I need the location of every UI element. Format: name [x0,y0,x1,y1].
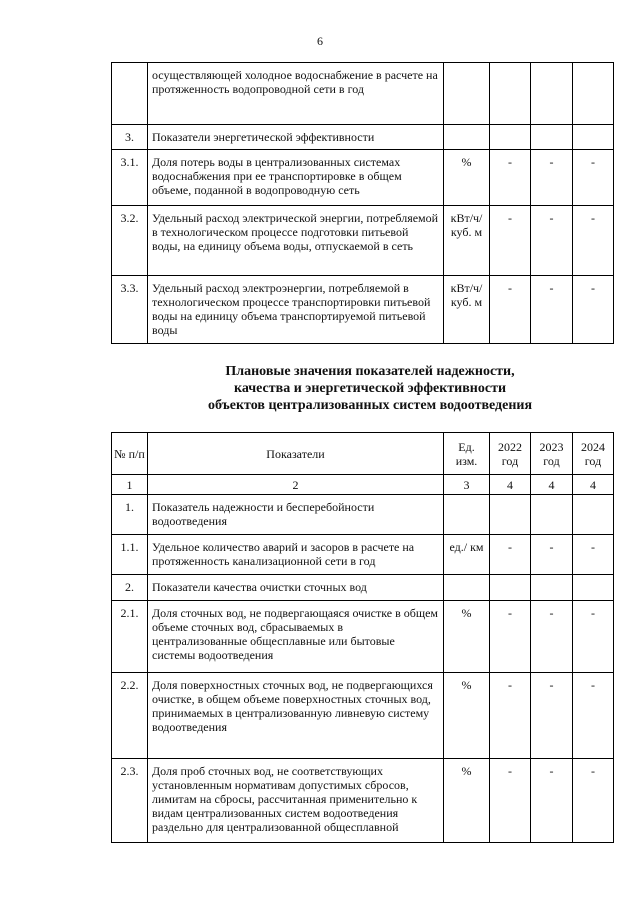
header-year-2023: 2023 год [531,433,573,475]
indicator-text: Доля потерь воды в централизованных системах водоснабжения при ее транспортировке в общем объеме, поданной в водопроводную сеть [148,150,444,206]
heading-line: Плановые значения показателей надежности, [225,364,515,379]
table-row [112,125,614,150]
section-heading [150,363,590,414]
row-number [112,63,148,125]
column-index-row [112,475,614,495]
page-number: 6 [317,34,323,48]
unit-cell: кВт/ч/ куб. м [444,276,490,344]
row-number: 2.1. [112,601,148,673]
value-2024: - [573,276,614,344]
indicator-text: Удельный расход электрической энергии, потребляемой в технологическом процессе подготовки питьевой воды, на единицу объема воды, отпускаемой в сеть [148,206,444,276]
unit-cell [444,575,490,601]
value-2022: - [490,150,531,206]
table-row [112,759,614,843]
value-2022 [490,125,531,150]
value-2022 [490,575,531,601]
value-2023 [531,495,573,535]
unit-cell [444,125,490,150]
value-2024: - [573,673,614,759]
indicator-text: Доля проб сточных вод, не соответствующих установленным нормативам допустимых сбросов, лимитам на сбросы, рассчитанная применительно к видам централизованных систем водоотведения раздельно для централизованной общесплавной [148,759,444,843]
value-2022 [490,495,531,535]
value-2023: - [531,206,573,276]
heading-line: качества и энергетической эффективности [233,381,507,396]
value-2022: - [490,673,531,759]
row-number: 2.2. [112,673,148,759]
indicator-text: Доля поверхностных сточных вод, не подвергающихся очистке, в общем объеме поверхностных сточных вод, принимаемых в централизованную ливневую систему водоотведения [148,673,444,759]
row-number: 3. [112,125,148,150]
table-row [112,575,614,601]
value-2023 [531,63,573,125]
value-2023: - [531,601,573,673]
unit-cell: ед./ км [444,535,490,575]
row-number: 3.1. [112,150,148,206]
column-index: 2 [148,475,444,495]
row-number: 2. [112,575,148,601]
heading-line: объектов централизованных систем водоотведения [207,398,533,413]
unit-cell: % [444,759,490,843]
value-2023: - [531,535,573,575]
value-2024 [573,495,614,535]
value-2022: - [490,535,531,575]
value-2024 [573,575,614,601]
row-number: 1.1. [112,535,148,575]
value-2023: - [531,150,573,206]
value-2023 [531,125,573,150]
value-2024: - [573,150,614,206]
column-index: 4 [490,475,531,495]
table-row [112,63,614,125]
unit-cell: кВт/ч/ куб. м [444,206,490,276]
value-2023: - [531,673,573,759]
header-number: № п/п [112,433,148,475]
unit-cell: % [444,601,490,673]
table-row [112,206,614,276]
indicator-text: Показатели качества очистки сточных вод [148,575,444,601]
value-2024: - [573,535,614,575]
unit-cell [444,63,490,125]
row-number: 2.3. [112,759,148,843]
header-year-2022: 2022 год [490,433,531,475]
header-indicator: Показатели [148,433,444,475]
indicator-text: осуществляющей холодное водоснабжение в расчете на протяженность водопроводной сети в год [148,63,444,125]
unit-cell [444,495,490,535]
unit-cell: % [444,673,490,759]
table-row [112,150,614,206]
indicator-text: Показатели энергетической эффективности [148,125,444,150]
value-2022: - [490,206,531,276]
table-row [112,276,614,344]
row-number: 3.2. [112,206,148,276]
value-2024: - [573,601,614,673]
value-2024 [573,125,614,150]
header-unit: Ед. изм. [444,433,490,475]
row-number: 1. [112,495,148,535]
table-row [112,535,614,575]
indicator-text: Удельное количество аварий и засоров в расчете на протяженность канализационной сети в год [148,535,444,575]
wastewater-indicators-table [111,432,614,843]
column-index: 3 [444,475,490,495]
value-2024: - [573,206,614,276]
value-2024 [573,63,614,125]
column-index: 4 [531,475,573,495]
reliability-water-supply-table [111,62,614,344]
indicator-text: Доля сточных вод, не подвергающаяся очистке в общем объеме сточных вод, сбрасываемых в централизованные общесплавные или бытовые системы водоотведения [148,601,444,673]
table-row [112,601,614,673]
row-number: 3.3. [112,276,148,344]
value-2022: - [490,601,531,673]
value-2024: - [573,759,614,843]
value-2022: - [490,759,531,843]
table-row [112,495,614,535]
column-index: 1 [112,475,148,495]
table-header-row [112,433,614,475]
header-year-2024: 2024 год [573,433,614,475]
column-index: 4 [573,475,614,495]
value-2023: - [531,276,573,344]
value-2023: - [531,759,573,843]
unit-cell: % [444,150,490,206]
value-2022 [490,63,531,125]
table-row [112,673,614,759]
value-2023 [531,575,573,601]
indicator-text: Показатель надежности и бесперебойности водоотведения [148,495,444,535]
value-2022: - [490,276,531,344]
indicator-text: Удельный расход электроэнергии, потребляемой в технологическом процессе транспортировки питьевой воды на единицу объема транспортируемой питьевой воды [148,276,444,344]
